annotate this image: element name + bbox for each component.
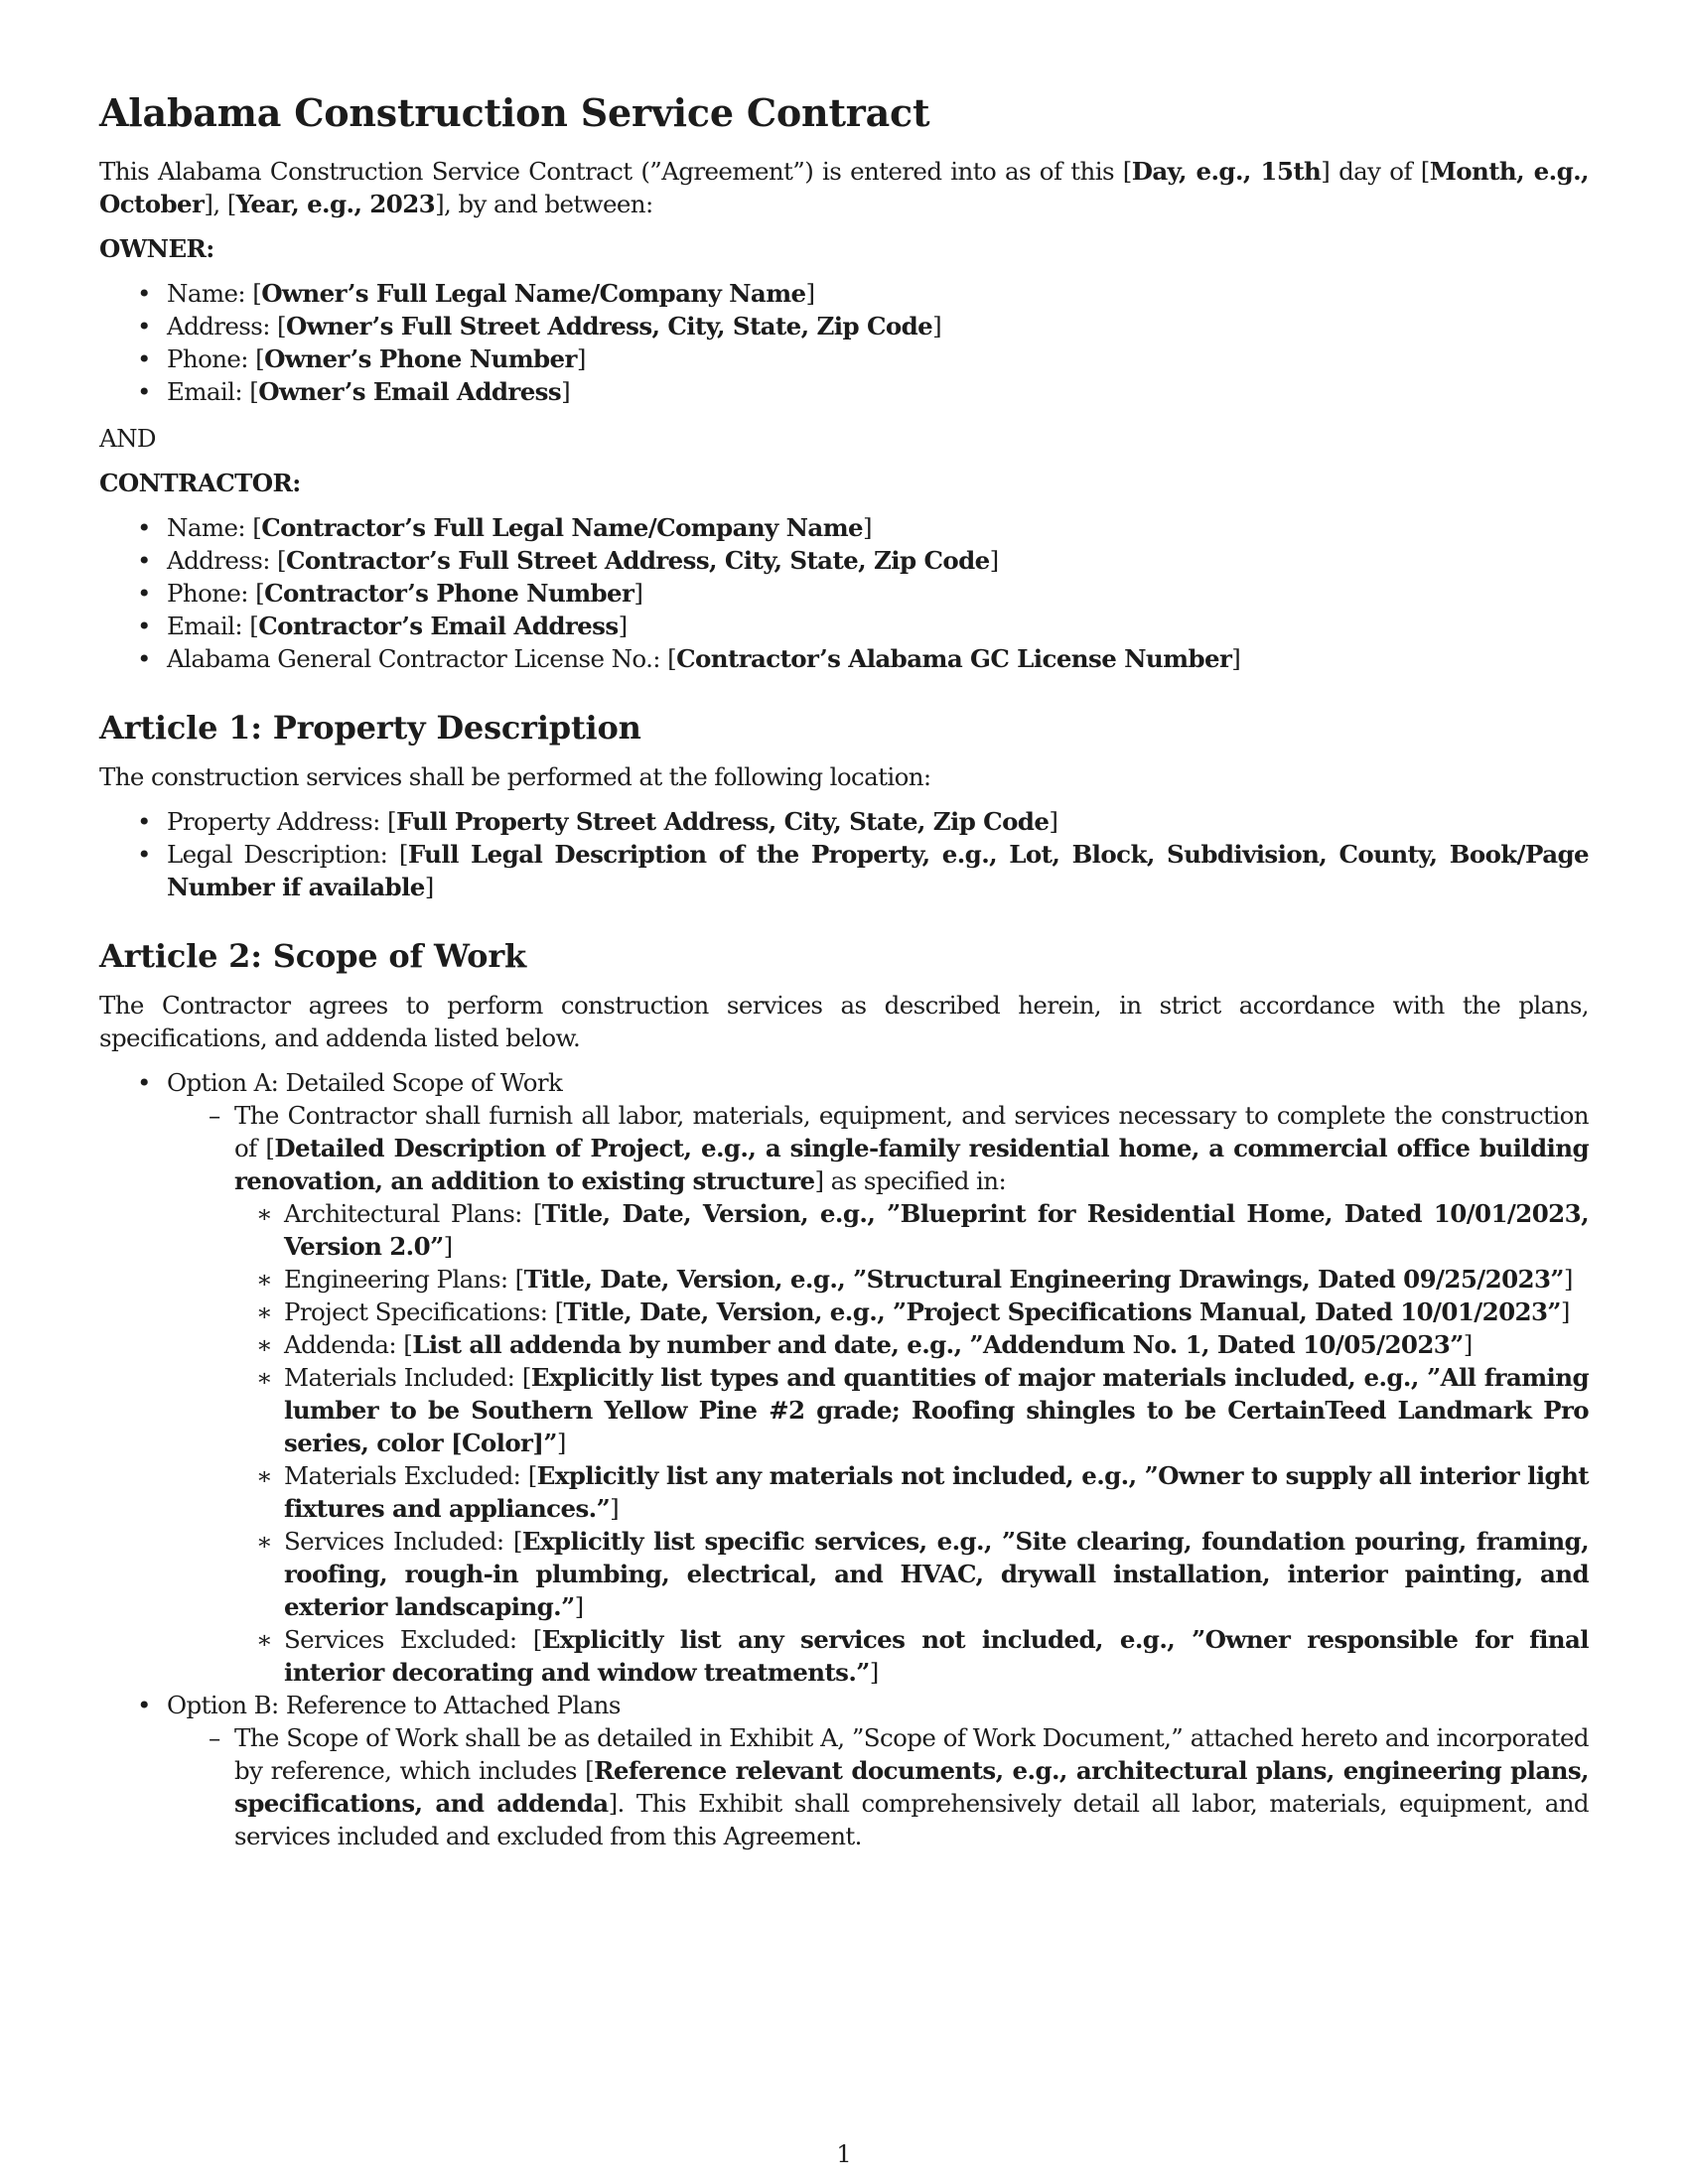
materials-excluded-item bbox=[234, 1459, 1589, 1525]
project-specifications-item bbox=[234, 1296, 1589, 1328]
field-label: Addenda: [ bbox=[284, 1330, 413, 1359]
description-text: The Contractor shall furnish all labor, materials, equipment, and services necessary to complete the construction of [ bbox=[234, 1101, 1589, 1162]
field-label: Phone: [ bbox=[167, 344, 265, 373]
bracket: ] bbox=[443, 1232, 453, 1261]
field-placeholder: Full Property Street Address, City, State, Zip Code bbox=[395, 807, 1050, 836]
option-a-sublist bbox=[167, 1099, 1589, 1689]
bracket: ] bbox=[556, 1429, 566, 1457]
field-placeholder: Explicitly list types and quantities of major materials included, e.g., ”All framing lumber to be Southern Yellow Pine #2 grade; Roofing shingles to be CertainTeed Landmark Pro series, color [Color]” bbox=[284, 1363, 1589, 1457]
description-text: The Scope of Work shall be as detailed in Exhibit A, ”Scope of Work Document,” attached hereto and incorporated by reference, which includes [ bbox=[234, 1723, 1589, 1785]
services-excluded-item bbox=[234, 1623, 1589, 1689]
contractor-details-list bbox=[99, 511, 1589, 675]
owner-phone-item bbox=[99, 342, 1589, 375]
services-included-item bbox=[234, 1525, 1589, 1623]
and-separator: AND bbox=[99, 424, 156, 453]
intro-text: This Alabama Construction Service Contract (”Agreement”) is entered into as of this [ bbox=[99, 157, 1132, 186]
field-placeholder: Full Legal Description of the Property, e.g., Lot, Block, Subdivision, County, Book/Page Number if available bbox=[167, 840, 1589, 901]
field-label: Email: [ bbox=[167, 377, 259, 406]
field-label: Architectural Plans: [ bbox=[284, 1199, 542, 1228]
page-number: 1 bbox=[836, 2140, 852, 2168]
spec-list bbox=[234, 1197, 1589, 1689]
bracket: ] bbox=[610, 1494, 620, 1523]
intro-text: ] day of [ bbox=[1321, 157, 1430, 186]
month-placeholder: Month, e.g., October bbox=[99, 157, 1589, 218]
field-label: Name: [ bbox=[167, 279, 262, 308]
contractor-license-item bbox=[99, 642, 1589, 675]
bracket: ] bbox=[1563, 1265, 1573, 1294]
description-text: ] as specified in: bbox=[814, 1166, 1007, 1195]
field-placeholder: Owner’s Email Address bbox=[258, 377, 562, 406]
contractor-address-item bbox=[99, 544, 1589, 577]
bracket: ] bbox=[863, 513, 872, 542]
field-label: Services Excluded: [ bbox=[284, 1625, 542, 1654]
owner-name-item bbox=[99, 277, 1589, 310]
field-placeholder: Explicitly list any materials not included, e.g., ”Owner to supply all interior light fixtures and appliances.” bbox=[284, 1461, 1589, 1523]
field-placeholder: Title, Date, Version, e.g., ”Blueprint for Residential Home, Dated 10/01/2023, Version 2.0” bbox=[284, 1199, 1589, 1261]
field-placeholder: Explicitly list any services not included, e.g., ”Owner responsible for final interior decorating and window treatments.” bbox=[284, 1625, 1589, 1687]
bracket: ] bbox=[989, 546, 999, 575]
field-placeholder: Owner’s Phone Number bbox=[264, 344, 577, 373]
field-placeholder: List all addenda by number and date, e.g., ”Addendum No. 1, Dated 10/05/2023” bbox=[412, 1330, 1464, 1359]
field-placeholder: Contractor’s Alabama GC License Number bbox=[676, 644, 1232, 673]
bracket: ] bbox=[574, 1592, 584, 1621]
contractor-email-item bbox=[99, 610, 1589, 642]
field-placeholder: Contractor’s Phone Number bbox=[264, 579, 634, 608]
field-placeholder: Contractor’s Email Address bbox=[258, 612, 619, 640]
document-title: Alabama Construction Service Contract bbox=[99, 90, 930, 135]
intro-text: ], by and between: bbox=[435, 190, 653, 218]
property-address-item bbox=[99, 805, 1589, 838]
article-1-text: The construction services shall be performed at the following location: bbox=[99, 762, 931, 791]
scope-options-list bbox=[99, 1066, 1589, 1852]
day-placeholder: Day, e.g., 15th bbox=[1131, 157, 1322, 186]
owner-address-item bbox=[99, 310, 1589, 342]
owner-email-item bbox=[99, 375, 1589, 408]
bracket: ] bbox=[932, 312, 942, 341]
article-2-text: The Contractor agrees to perform construction services as described herein, in strict accordance with the plans, specifications, and addenda listed below. bbox=[99, 991, 1589, 1052]
addenda-item bbox=[234, 1328, 1589, 1361]
field-placeholder: Contractor’s Full Legal Name/Company Name bbox=[261, 513, 864, 542]
materials-included-item bbox=[234, 1361, 1589, 1459]
property-list bbox=[99, 805, 1589, 903]
bracket: ] bbox=[633, 579, 643, 608]
field-label: Services Included: [ bbox=[284, 1527, 522, 1556]
bracket: ] bbox=[869, 1658, 879, 1687]
bracket: ] bbox=[424, 873, 434, 901]
reference-documents-placeholder: Reference relevant documents, e.g., architectural plans, engineering plans, specifications, and addenda bbox=[234, 1756, 1589, 1818]
field-label: Property Address: [ bbox=[167, 807, 396, 836]
bracket: ] bbox=[576, 344, 586, 373]
bracket: ] bbox=[1049, 807, 1058, 836]
contractor-name-item bbox=[99, 511, 1589, 544]
field-label: Project Specifications: [ bbox=[284, 1297, 564, 1326]
legal-description-item bbox=[99, 838, 1589, 903]
article-1-heading: Article 1: Property Description bbox=[99, 709, 641, 747]
owner-details-list bbox=[99, 277, 1589, 408]
owner-label: OWNER: bbox=[99, 234, 214, 263]
option-b-item bbox=[99, 1689, 1589, 1852]
field-label: Address: [ bbox=[167, 546, 287, 575]
bracket: ] bbox=[805, 279, 815, 308]
field-placeholder: Owner’s Full Street Address, City, State, Zip Code bbox=[286, 312, 933, 341]
field-label: Phone: [ bbox=[167, 579, 265, 608]
description-text: ]. This Exhibit shall comprehensively detail all labor, materials, equipment, and services included and excluded from this Agreement. bbox=[234, 1789, 1589, 1850]
intro-text: ], [ bbox=[204, 190, 236, 218]
field-label: Address: [ bbox=[167, 312, 287, 341]
bracket: ] bbox=[1560, 1297, 1570, 1326]
field-placeholder: Owner’s Full Legal Name/Company Name bbox=[261, 279, 806, 308]
contractor-label: CONTRACTOR: bbox=[99, 469, 301, 497]
engineering-plans-item bbox=[234, 1263, 1589, 1296]
option-b-sublist bbox=[167, 1721, 1589, 1852]
bracket: ] bbox=[1231, 644, 1241, 673]
field-placeholder: Contractor’s Full Street Address, City, State, Zip Code bbox=[286, 546, 990, 575]
field-label: Materials Included: [ bbox=[284, 1363, 531, 1392]
option-b-description bbox=[167, 1721, 1589, 1852]
bracket: ] bbox=[618, 612, 628, 640]
field-placeholder: Explicitly list specific services, e.g., ”Site clearing, foundation pouring, framing, roofing, rough-in plumbing, electrical, and HVAC, drywall installation, interior painting, and exterior landscaping.” bbox=[284, 1527, 1590, 1621]
field-placeholder: Title, Date, Version, e.g., ”Structural Engineering Drawings, Dated 09/25/2023” bbox=[523, 1265, 1564, 1294]
option-a-label: Option A: Detailed Scope of Work bbox=[167, 1068, 563, 1097]
option-a-description bbox=[167, 1099, 1589, 1689]
intro-paragraph bbox=[99, 155, 1589, 220]
contractor-phone-item bbox=[99, 577, 1589, 610]
field-label: Legal Description: [ bbox=[167, 840, 408, 869]
architectural-plans-item bbox=[234, 1197, 1589, 1263]
year-placeholder: Year, e.g., 2023 bbox=[235, 190, 436, 218]
contract-page bbox=[99, 79, 1589, 1852]
bracket: ] bbox=[561, 377, 571, 406]
field-label: Email: [ bbox=[167, 612, 259, 640]
field-label: Engineering Plans: [ bbox=[284, 1265, 524, 1294]
field-placeholder: Title, Date, Version, e.g., ”Project Specifications Manual, Dated 10/01/2023” bbox=[563, 1297, 1561, 1326]
article-2-heading: Article 2: Scope of Work bbox=[99, 937, 526, 975]
field-label: Alabama General Contractor License No.: [ bbox=[167, 644, 677, 673]
field-label: Materials Excluded: [ bbox=[284, 1461, 537, 1490]
bracket: ] bbox=[1463, 1330, 1473, 1359]
field-label: Name: [ bbox=[167, 513, 262, 542]
option-b-label: Option B: Reference to Attached Plans bbox=[167, 1691, 621, 1719]
option-a-item bbox=[99, 1066, 1589, 1689]
project-description-placeholder: Detailed Description of Project, e.g., a single-family residential home, a commercial office building renovation, an addition to existing structure bbox=[234, 1134, 1590, 1195]
